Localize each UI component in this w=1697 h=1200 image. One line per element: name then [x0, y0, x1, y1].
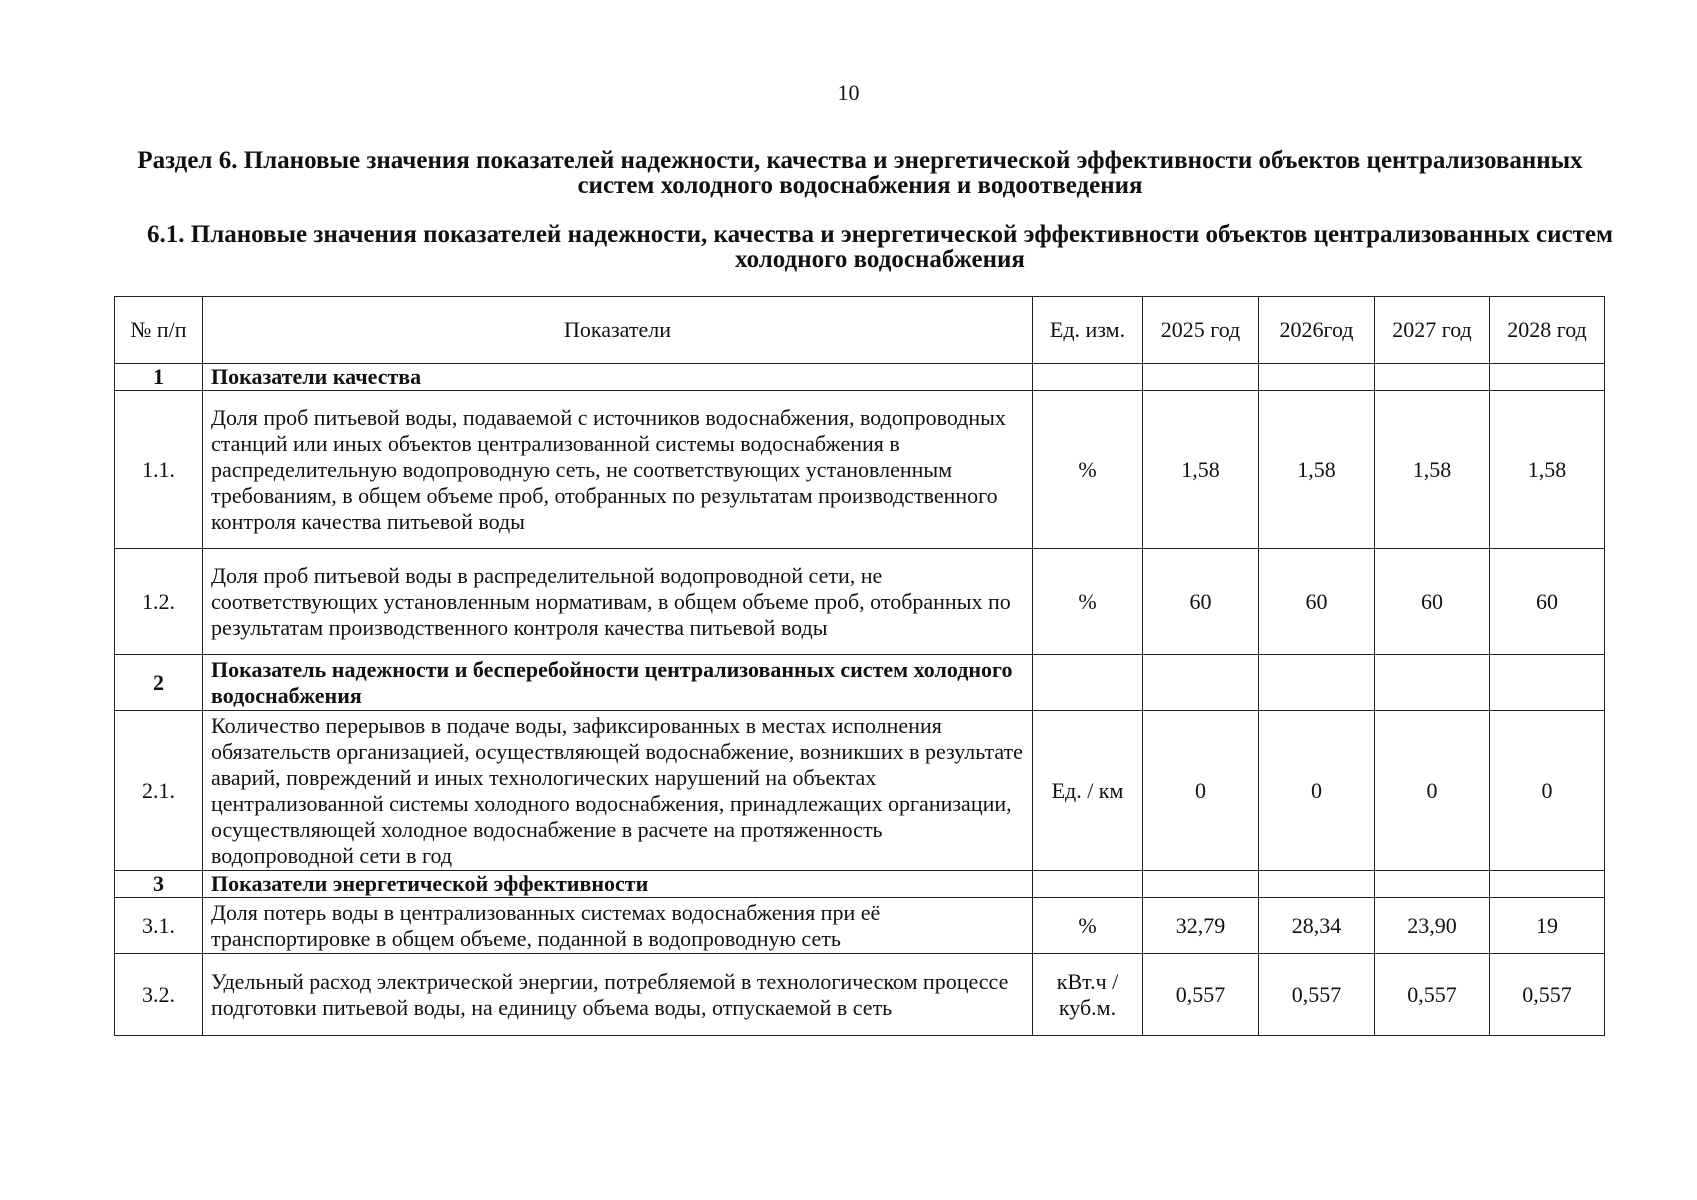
- table-row-section-3: [115, 871, 1605, 898]
- row-num: 3: [115, 871, 203, 898]
- row-unit: %: [1033, 549, 1143, 655]
- table-row: [115, 711, 1605, 871]
- row-value-2028: 0: [1490, 711, 1605, 871]
- row-value-2026: [1259, 364, 1375, 391]
- section-heading: Раздел 6. Плановые значения показателей надежности, качества и энергетической эффективности объектов централизованных систем холодного водоснабжения и водоотведения: [137, 147, 1583, 199]
- row-value-2026: 0: [1259, 711, 1375, 871]
- row-value-2026: 60: [1259, 549, 1375, 655]
- row-name: Показатель надежности и бесперебойности централизованных систем холодного водоснабжения: [203, 655, 1033, 711]
- row-name: Удельный расход электрической энергии, потребляемой в технологическом процессе подготовки питьевой воды, на единицу объема воды, отпускаемой в сеть: [203, 954, 1033, 1036]
- row-value-2025: 0: [1143, 711, 1259, 871]
- row-unit: [1033, 871, 1143, 898]
- header-2026: 2026год: [1259, 297, 1375, 364]
- row-value-2025: [1143, 871, 1259, 898]
- table-row: [115, 549, 1605, 655]
- table-header-row: [115, 297, 1605, 364]
- row-value-2026: 1,58: [1259, 391, 1375, 549]
- indicators-table: [114, 296, 1605, 1036]
- row-value-2027: [1375, 871, 1490, 898]
- row-num: 3.2.: [115, 954, 203, 1036]
- row-value-2027: 23,90: [1375, 898, 1490, 954]
- row-value-2028: [1490, 871, 1605, 898]
- row-value-2025: [1143, 655, 1259, 711]
- row-value-2028: 0,557: [1490, 954, 1605, 1036]
- row-name: Показатели энергетической эффективности: [203, 871, 1033, 898]
- row-value-2027: 60: [1375, 549, 1490, 655]
- row-unit: Ед. / км: [1033, 711, 1143, 871]
- row-value-2028: 19: [1490, 898, 1605, 954]
- row-name: Доля проб питьевой воды, подаваемой с источников водоснабжения, водопроводных станций или иных объектов централизованной системы водоснабжения в распределительную водопроводную сеть, не соответствующих установленным требованиям, в общем объеме проб, отобранных по результатам производственного контроля качества питьевой воды: [203, 391, 1033, 549]
- row-value-2027: 1,58: [1375, 391, 1490, 549]
- row-value-2028: [1490, 364, 1605, 391]
- row-num: 1: [115, 364, 203, 391]
- row-unit: %: [1033, 898, 1143, 954]
- row-num: 1.1.: [115, 391, 203, 549]
- row-num: 2.1.: [115, 711, 203, 871]
- row-value-2027: 0,557: [1375, 954, 1490, 1036]
- header-2025: 2025 год: [1143, 297, 1259, 364]
- row-value-2028: 60: [1490, 549, 1605, 655]
- row-value-2026: 28,34: [1259, 898, 1375, 954]
- row-name: Показатели качества: [203, 364, 1033, 391]
- row-value-2027: [1375, 364, 1490, 391]
- row-unit: кВт.ч / куб.м.: [1033, 954, 1143, 1036]
- header-2028: 2028 год: [1490, 297, 1605, 364]
- row-name: Количество перерывов в подаче воды, зафиксированных в местах исполнения обязательств организацией, осуществляющей водоснабжение, возникших в результате аварий, повреждений и иных технологических нарушений на объектах централизованной системы холодного водоснабжения, принадлежащих организации, осуществляющей холодное водоснабжение в расчете на протяженность водопроводной сети в год: [203, 711, 1033, 871]
- header-num: № п/п: [115, 297, 203, 364]
- header-2027: 2027 год: [1375, 297, 1490, 364]
- row-value-2025: 1,58: [1143, 391, 1259, 549]
- page-number: 10: [837, 80, 860, 105]
- row-value-2025: 0,557: [1143, 954, 1259, 1036]
- row-value-2026: [1259, 871, 1375, 898]
- subsection-heading: 6.1. Плановые значения показателей надежности, качества и энергетической эффективности объектов централизованных систем холодного водоснабжения: [147, 221, 1613, 273]
- row-num: 2: [115, 655, 203, 711]
- row-value-2027: [1375, 655, 1490, 711]
- table-row-section-2: [115, 655, 1605, 711]
- table-row: [115, 898, 1605, 954]
- row-name: Доля потерь воды в централизованных системах водоснабжения при её транспортировке в общем объеме, поданной в водопроводную сеть: [203, 898, 1033, 954]
- row-value-2027: 0: [1375, 711, 1490, 871]
- header-indicators: Показатели: [203, 297, 1033, 364]
- row-value-2028: 1,58: [1490, 391, 1605, 549]
- row-value-2028: [1490, 655, 1605, 711]
- table-row: [115, 954, 1605, 1036]
- row-value-2025: [1143, 364, 1259, 391]
- header-unit: Ед. изм.: [1033, 297, 1143, 364]
- row-unit: %: [1033, 391, 1143, 549]
- row-value-2026: [1259, 655, 1375, 711]
- table-row-section-1: [115, 364, 1605, 391]
- row-unit: [1033, 655, 1143, 711]
- table-row: [115, 391, 1605, 549]
- row-num: 3.1.: [115, 898, 203, 954]
- row-value-2026: 0,557: [1259, 954, 1375, 1036]
- row-num: 1.2.: [115, 549, 203, 655]
- row-value-2025: 32,79: [1143, 898, 1259, 954]
- row-value-2025: 60: [1143, 549, 1259, 655]
- row-unit: [1033, 364, 1143, 391]
- row-name: Доля проб питьевой воды в распределительной водопроводной сети, не соответствующих установленным нормативам, в общем объеме проб, отобранных по результатам производственного контроля качества питьевой воды: [203, 549, 1033, 655]
